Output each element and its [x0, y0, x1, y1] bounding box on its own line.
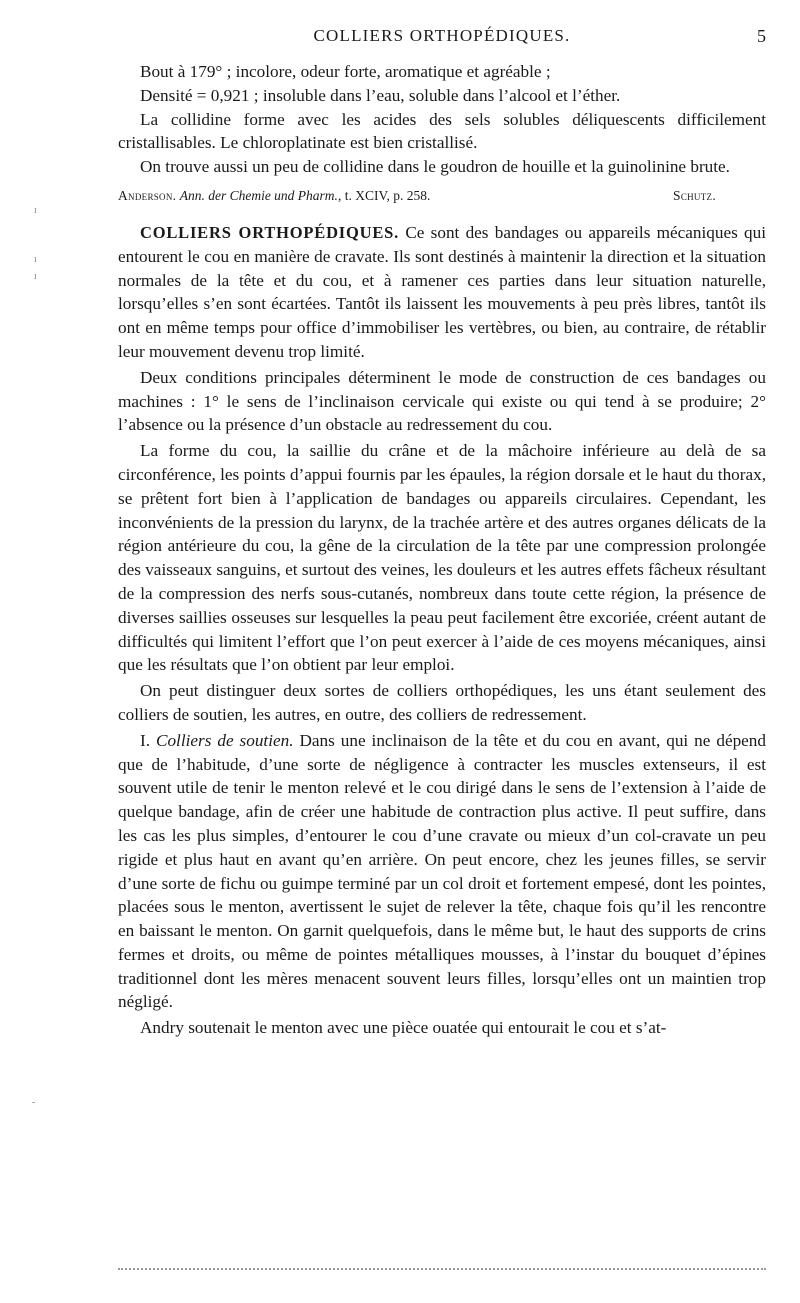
article-paragraph-andry: Andry soutenait le menton avec une pièce ouatée qui entourait le cou et s’at-	[140, 1018, 667, 1038]
section-title: Colliers de soutien.	[156, 730, 294, 750]
collidine-property-boiling: Bout à 179° ; incolore, odeur forte, aromatique et agréable ;	[140, 62, 551, 81]
article-headword: COLLIERS ORTHOPÉDIQUES.	[140, 222, 400, 242]
collidine-paragraph-sources: On trouve aussi un peu de collidine dans le goudron de houille et la guinolinine brute.	[140, 157, 730, 177]
collidine-paragraph-salts: La collidine forme avec les acides des sels solubles déliquescents difficilement cristallisables. Le chloroplatinate est bien cristallisé.	[118, 109, 766, 153]
reference-journal: Ann. der Chemie und Pharm.	[179, 187, 338, 203]
reference-volume: , t. XCIV, p. 258.	[337, 187, 431, 203]
running-header	[118, 26, 766, 52]
author-signature: Schutz.	[673, 187, 716, 203]
margin-mark-3: ı	[34, 271, 37, 282]
article-paragraph-types: On peut distinguer deux sortes de colliers orthopédiques, les uns étant seulement des colliers de soutien, les autres, en outre, des colliers de redressement.	[118, 681, 766, 724]
article-paragraph-anatomy: La forme du cou, la saillie du crâne et de la mâchoire inférieure au delà de sa circonférence, les points d’appui fournis par les épaules, la région dorsale et le haut du thorax, se prêtent fort bien à l’application de bandages ou appareils circulaires. Cependant, les inconvénients de la pression du larynx, de la trachée artère et des autres organes délicats de la région antérieure du cou, la gêne de la circulation de la tête par une compression prolongée des vaisseaux sanguins, et surtout des veines, les douleurs et les autres effets fâcheux résultant de la compression des nerfs sous-cutanés, nombreux dans toute cette région, la présence de diverses saillies osseuses sur lesquelles la peau peut facilement être excoriée, créent autant de difficultés qui limitent l’effort que l’on peut exercer à l’aide de ces moyens mécaniques, ainsi que les résultats que l’on obtient par leur emploi.	[118, 441, 766, 675]
reference-author: Anderson.	[118, 187, 177, 203]
running-title: COLLIERS ORTHOPÉDIQUES.	[313, 26, 571, 45]
page-number: 5	[757, 26, 766, 46]
article-paragraph-conditions: Deux conditions principales déterminent le mode de construction de ces bandages ou machines : 1° le sens de l’inclinaison cervicale qui existe ou qui tend à se produire; 2° l’absence ou la présence d’un obstacle au redressement du cou.	[118, 367, 766, 435]
margin-mark-4: -	[32, 1097, 36, 1108]
support-collars-text: Dans une inclinaison de la tête et du cou en avant, qui ne dépend que de l’habitude, d’une sorte de négligence à contracter les muscles extenseurs, il est souvent utile de tenir le menton relevé et le cou dirigé dans le sens de l’extension à l’aide de quelque bandage, afin de créer une habitude de contraction plus active. Il peut suffire, dans les cas les plus simples, d’entourer le cou d’une cravate ou mieux d’un col-cravate un peu rigide et plus haut en avant qu’en arrière. On peut encore, chez les jeunes filles, se servir d’une sorte de fichu ou guimpe terminé par un col droit et fortement empesé, dont les pointes, placées sous le menton, avertissent le sujet de relever la tête, chaque fois qu’il les rencontre en baissant le menton. On garnit quelquefois, dans le même but, le haut des supports de crins fermes et droits, ou même de pointes métalliques mousses, à l’instar du bouquet d’épines traditionnel dont les mères menacent souvent leurs filles, lorsqu’elles ont un maintien trop négligé.	[118, 730, 766, 1012]
margin-mark-2: ı	[34, 254, 37, 265]
margin-mark-1: ı	[34, 205, 37, 216]
definition-text: Ce sont des bandages ou appareils mécaniques qui entourent le cou en manière de cravate. Ils sont destinés à maintenir la direction et la situation normales de la tête et du cou, et à ramener ces parties dans leur situation naturelle, lorsqu’elles s’en sont écartées. Tantôt ils laissent les mouvements à peu près libres, tantôt ils ont en même temps pour office d’immobiliser les vertèbres, ou bien, au contraire, de rétablir leur mouvement devenu trop limité.	[118, 222, 766, 361]
article-paragraph-definition	[118, 221, 766, 364]
reference-citation	[118, 185, 430, 207]
section-number: I.	[140, 730, 156, 750]
text-body	[118, 60, 766, 1040]
bibliographic-reference	[118, 185, 766, 207]
collidine-property-density: Densité = 0,921 ; insoluble dans l’eau, soluble dans l’alcool et l’éther.	[140, 85, 621, 105]
article-paragraph-support-collars	[118, 729, 766, 1015]
footer-dotted-rule	[118, 1268, 766, 1276]
